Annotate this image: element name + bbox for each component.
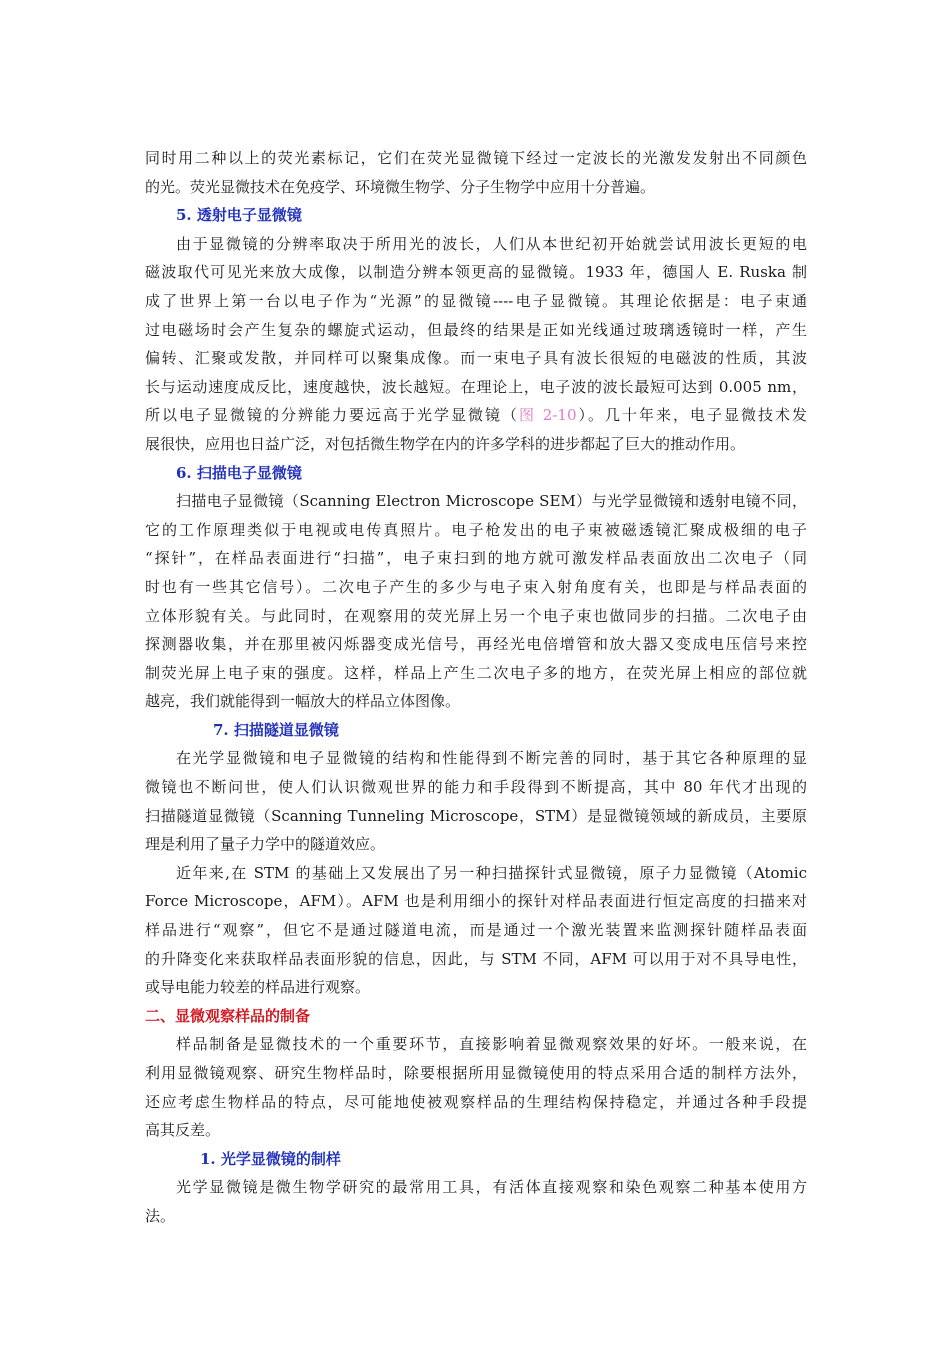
text-line: 成了世界上第一台以电子作为“光源”的显微镜----电子显微镜。其理论依据是：电子束通: [145, 291, 807, 310]
section-heading-stm: 7. 扫描隧道显微镜: [213, 720, 339, 739]
section-heading-optical-prep: 1. 光学显微镜的制样: [200, 1149, 341, 1168]
text-line: 光学显微镜是微生物学研究的最常用工具，有活体直接观察和染色观察二种基本使用方: [176, 1178, 807, 1197]
text-line: 扫描电子显微镜（Scanning Electron Microscope SEM）与光学显微镜和透射电镜不同，: [176, 492, 807, 511]
text-line: 偏转、汇聚或发散，并同样可以聚集成像。而一束电子具有波长很短的电磁波的性质，其波: [145, 349, 807, 368]
paragraph-stm: [145, 744, 807, 858]
text-line: 立体形貌有关。与此同时，在观察用的荧光屏上另一个电子束也做同步的扫描。二次电子由: [145, 606, 807, 625]
paragraph-tem: [145, 230, 807, 459]
text-segment: ）。几十年来，电子显微技术发: [576, 406, 807, 425]
text-line: 近年来,在 STM 的基础上又发展出了另一种扫描探针式显微镜，原子力显微镜（Atomic: [176, 863, 807, 882]
text-line: 制荧光屏上电子束的强度。这样，样品上产生二次电子多的地方，在荧光屏上相应的部位就: [145, 663, 807, 682]
paragraph-prep: [145, 1030, 807, 1144]
section-heading-tem: 5. 透射电子显微镜: [176, 206, 302, 225]
chapter-heading-sample-prep: 二、显微观察样品的制备: [145, 1006, 311, 1025]
text-line: 理是利用了量子力学中的隧道效应。: [145, 835, 386, 854]
text-line: “探针”，在样品表面进行“扫描”，电子束扫到的地方就可激发样品表面放出二次电子（同: [145, 549, 807, 568]
text-line: 样品进行“观察”，但它不是通过隧道电流，而是通过一个激光装置来监测探针随样品表面: [145, 921, 807, 940]
text-segment: 所以电子显微镜的分辨能力要远高于光学显微镜（: [145, 406, 520, 425]
text-line: 由于显微镜的分辨率取决于所用光的波长，人们从本世纪初开始就尝试用波长更短的电: [176, 234, 807, 253]
text-line: 过电磁场时会产生复杂的螺旋式运动，但最终的结果是正如光线通过玻璃透镜时一样，产生: [145, 320, 807, 339]
text-line: 展很快，应用也日益广泛，对包括微生物学在内的许多学科的进步都起了巨大的推动作用。: [145, 434, 746, 453]
text-line: 时也有一些其它信号）。二次电子产生的多少与电子束入射角度有关，也即是与样品表面的: [145, 577, 807, 596]
text-line: 高其反差。: [145, 1121, 221, 1140]
text-line: 在光学显微镜和电子显微镜的结构和性能得到不断完善的同时，基于其它各种原理的显: [176, 749, 807, 768]
text-line: 长与运动速度成反比，速度越快，波长越短。在理论上，电子波的波长最短可达到 0.005 nm，: [145, 377, 807, 396]
text-line: 利用显微镜观察、研究生物样品时，除要根据所用显微镜使用的特点采用合适的制样方法外，: [145, 1064, 807, 1082]
text-line: 探测器收集，并在那里被闪烁器变成光信号，再经光电倍增管和放大器又变成电压信号来控: [145, 635, 807, 654]
text-line: 同时用二种以上的荧光素标记，它们在荧光显微镜下经过一定波长的光激发发射出不同颜色: [145, 149, 807, 167]
text-line: 的升降变化来获取样品表面形貌的信息，因此，与 STM 不同，AFM 可以用于对不具导电性，: [145, 949, 807, 968]
text-line: 还应考虑生物样品的特点，尽可能地使被观察样品的生理结构保持稳定，并通过各种手段提: [145, 1092, 807, 1111]
text-line: 法。: [145, 1206, 176, 1225]
text-line: 微镜也不断问世，使人们认识微观世界的能力和手段得到不断提高，其中 80 年代才出现的: [145, 778, 807, 797]
text-line: 的光。荧光显微技术在免疫学、环境微生物学、分子生物学中应用十分普遍。: [145, 177, 656, 196]
text-line: 样品制备是显微技术的一个重要环节，直接影响着显微观察效果的好坏。一般来说，在: [176, 1035, 807, 1054]
document-page: [145, 144, 807, 1231]
text-line: 或导电能力较差的样品进行观察。: [145, 978, 371, 997]
section-heading-sem: 6. 扫描电子显微镜: [176, 463, 302, 482]
text-line: 磁波取代可见光来放大成像，以制造分辨本领更高的显微镜。1933 年，德国人 E. Ruska 制: [145, 263, 807, 282]
text-line: 扫描隧道显微镜（Scanning Tunneling Microscope，STM）是显微镜领域的新成员，主要原: [145, 806, 807, 825]
paragraph-sem: [145, 487, 807, 716]
paragraph-optical: [145, 1173, 807, 1230]
text-line: [145, 401, 807, 430]
paragraph-intro: [145, 144, 807, 201]
text-line: 它的工作原理类似于电视或电传真照片。电子枪发出的电子束被磁透镜汇聚成极细的电子: [145, 520, 807, 539]
text-line: Force Microscope，AFM）。AFM 也是利用细小的探针对样品表面进行恒定高度的扫描来对: [145, 892, 807, 911]
text-line: 越亮，我们就能得到一幅放大的样品立体图像。: [145, 692, 461, 711]
paragraph-afm: [145, 859, 807, 1002]
figure-reference-link[interactable]: 图 2-10: [519, 406, 577, 425]
